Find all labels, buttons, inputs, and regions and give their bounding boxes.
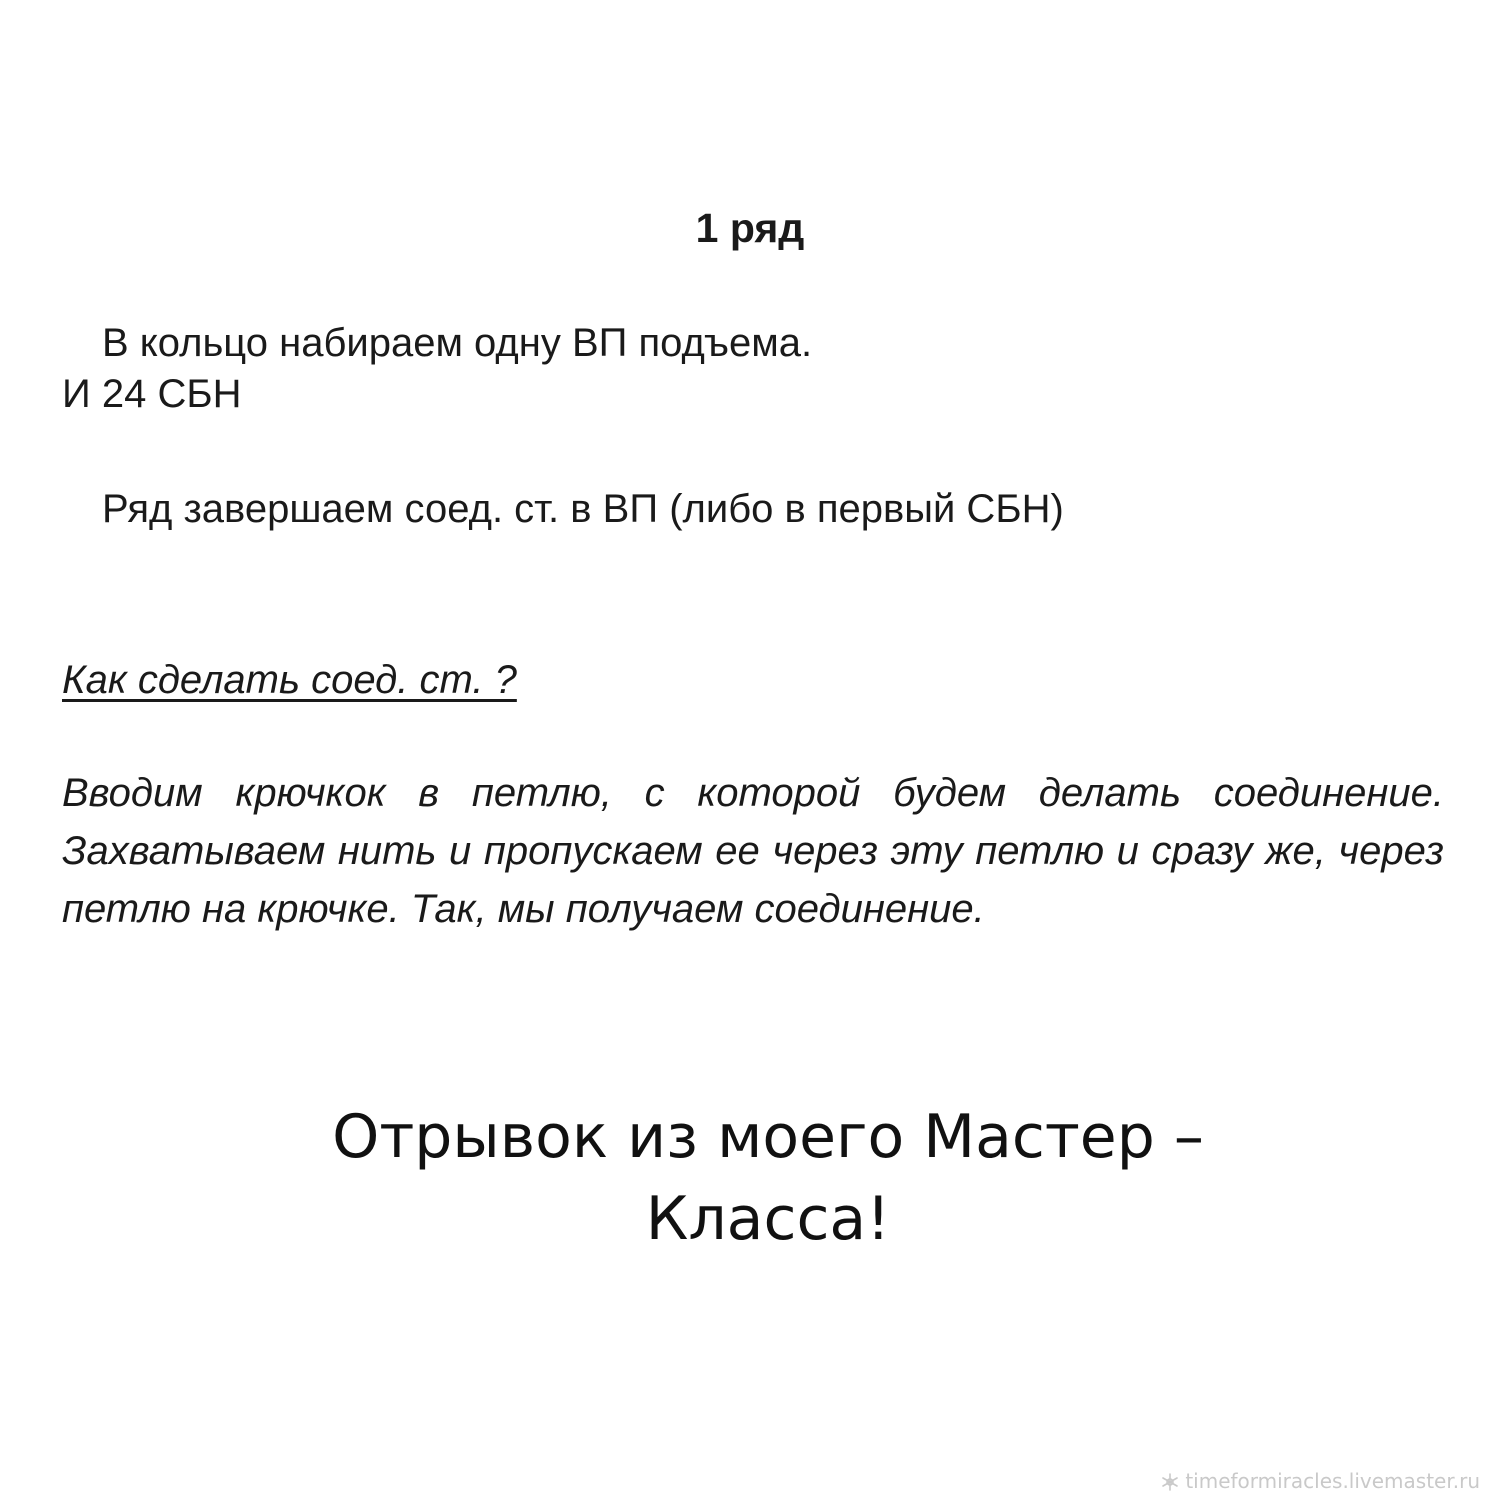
question-heading: Как сделать соед. ст. ? (62, 658, 517, 702)
instruction-paragraph-2-text: Ряд завершаем соед. ст. в ВП (либо в первый СБН) (102, 487, 1064, 531)
row-heading: 1 ряд (695, 205, 805, 251)
instruction-line-1 (62, 318, 812, 369)
snowflake-logo-icon (1161, 1472, 1179, 1490)
watermark-text: timeformiracles.livemaster.ru (1185, 1469, 1480, 1493)
instruction-paragraph-1 (62, 318, 812, 420)
watermark (1161, 1469, 1480, 1493)
explanation-paragraph: Вводим крючкок в петлю, с которой будем делать соединение. Захватываем нить и пропускаем ее через эту петлю и сразу же, через петлю на крючке. Так, мы получаем соединение. (62, 771, 1444, 931)
instruction-paragraph-2 (62, 484, 1064, 535)
caption-line-1: Отрывок из моего Мастер – (332, 1102, 1204, 1172)
caption-line-2: Класса! (645, 1184, 891, 1254)
instruction-line-1-text: В кольцо набираем одну ВП подъема. (102, 321, 813, 365)
caption (0, 1096, 1500, 1260)
instruction-line-2: И 24 СБН (62, 372, 242, 416)
